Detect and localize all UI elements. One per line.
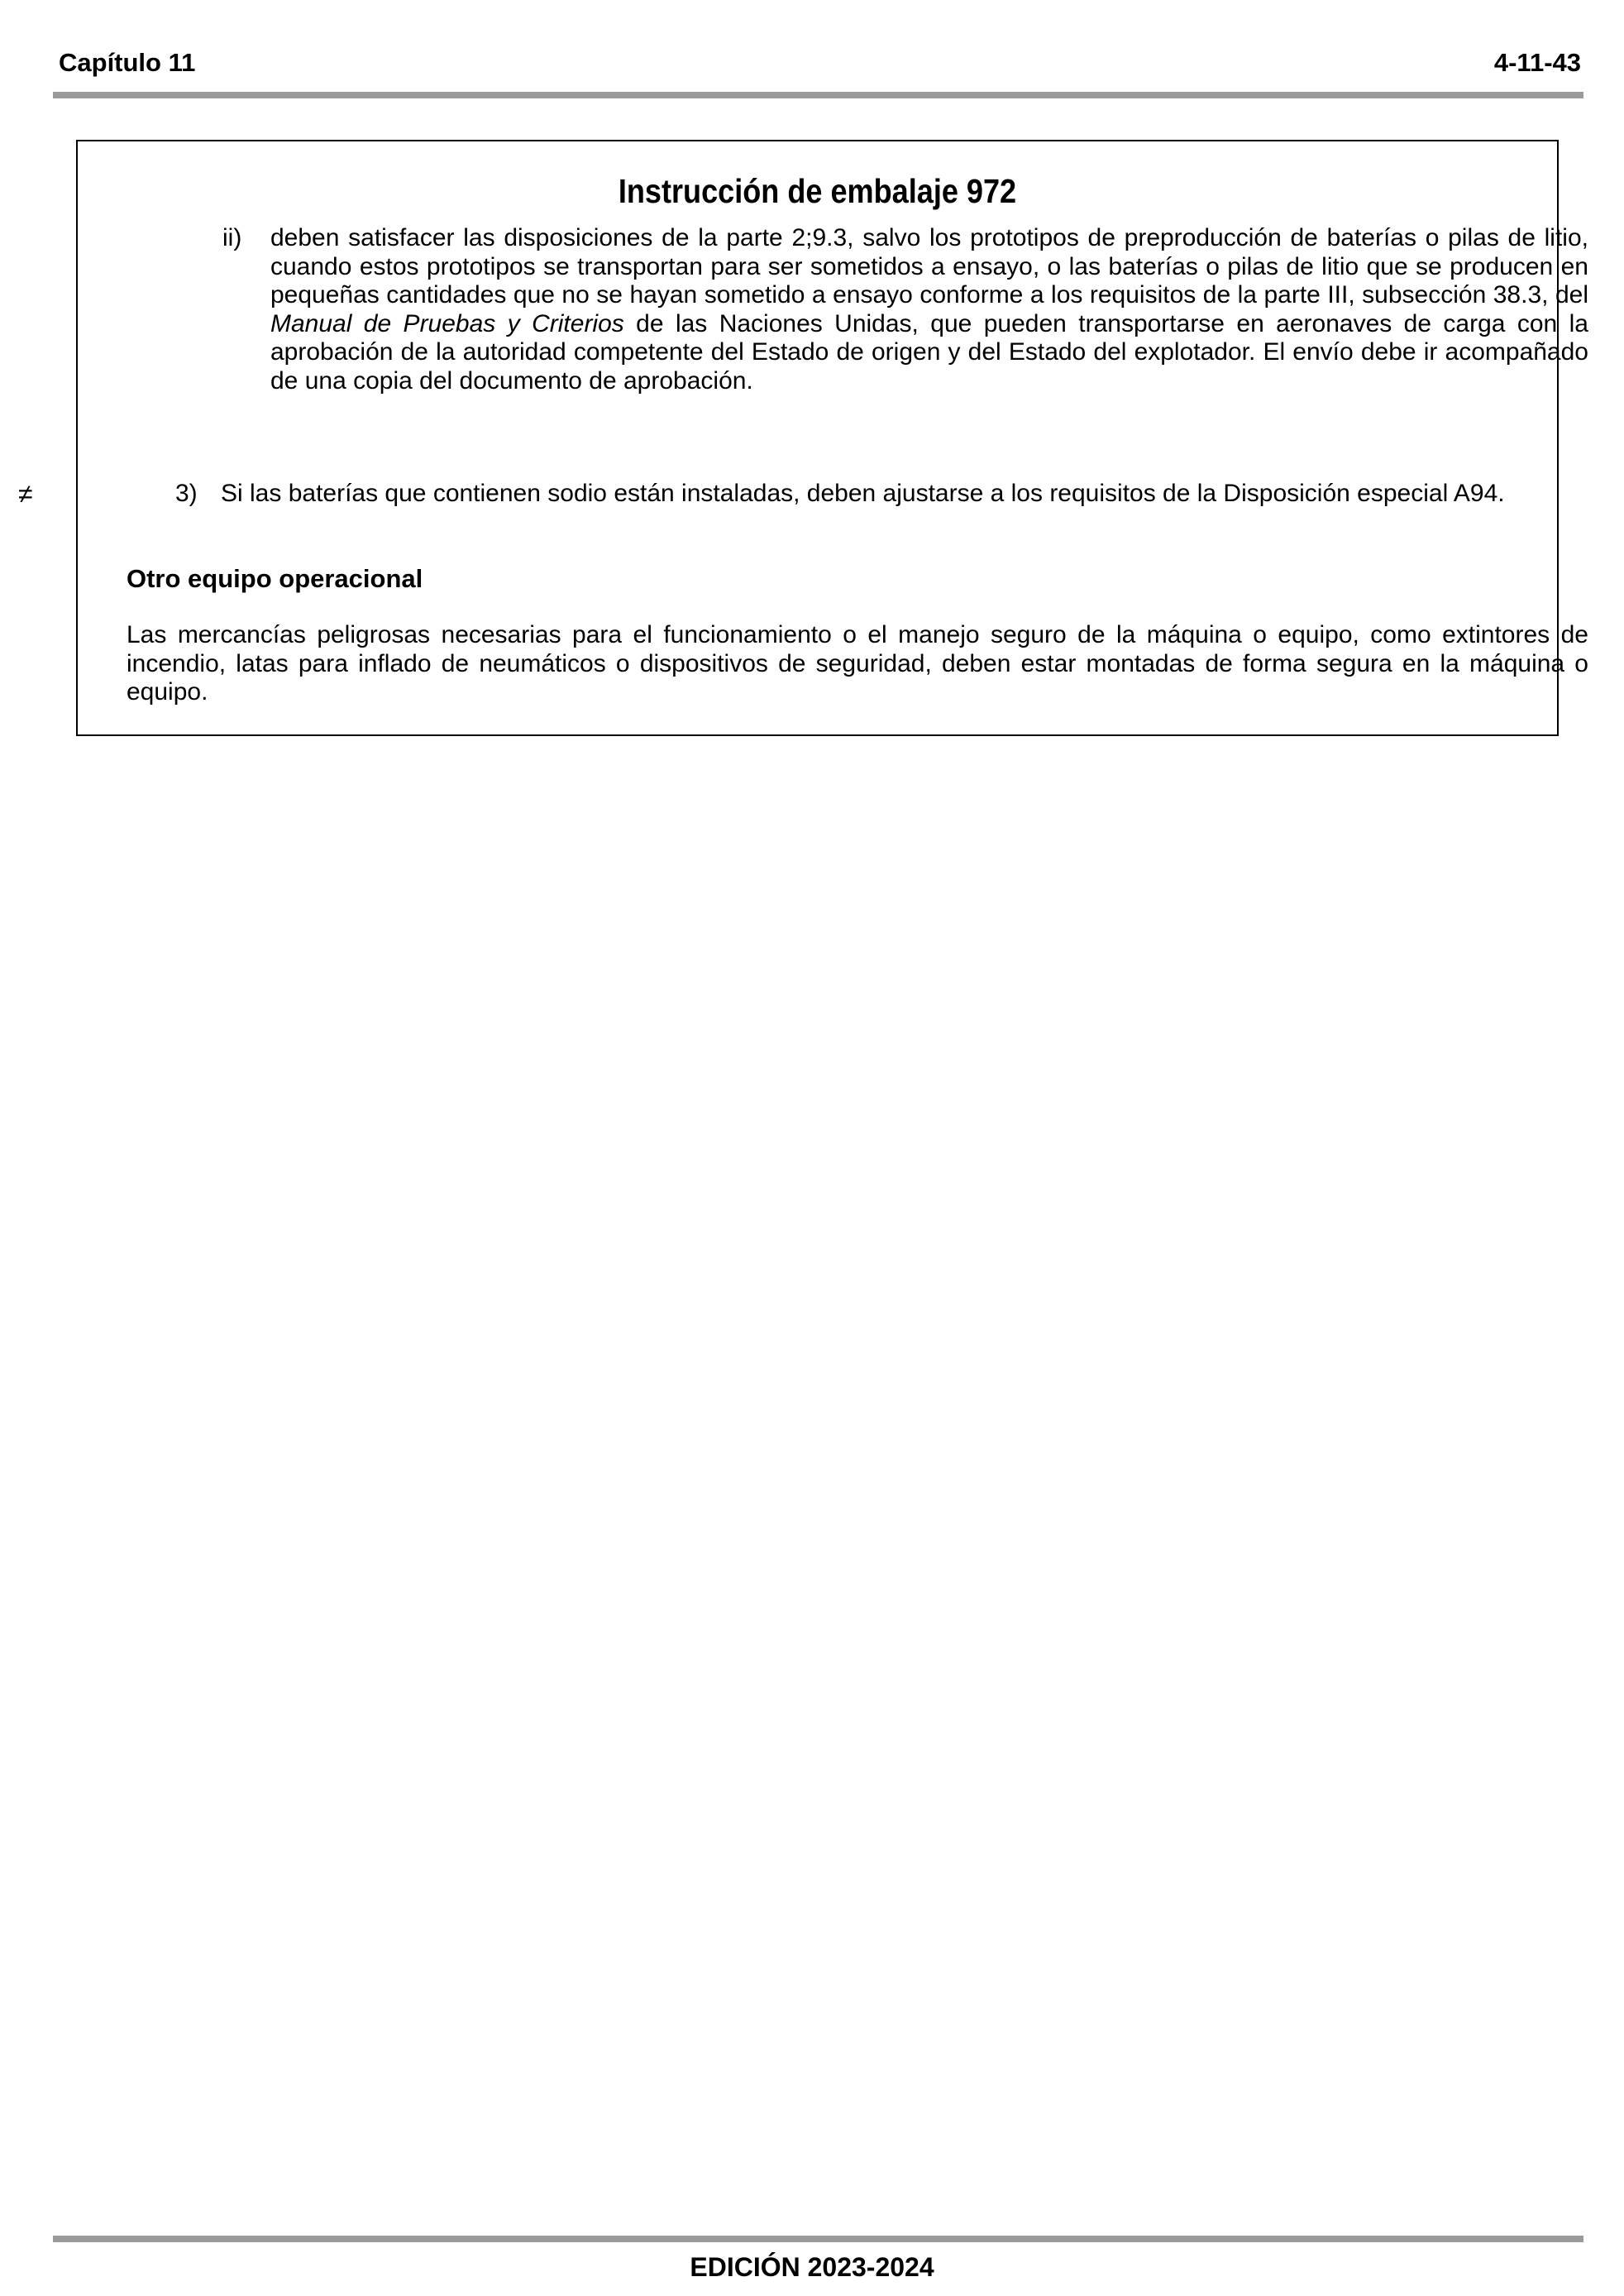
box-title: Instrucción de embalaje 972: [618, 172, 1017, 210]
item-3-label: 3): [175, 480, 198, 507]
chapter-label: Capítulo 11: [59, 48, 196, 77]
packing-instruction-box: [76, 140, 1588, 736]
section-subheading: Otro equipo operacional: [127, 564, 423, 593]
section-body: Las mercancías peligrosas necesarias para el funcionamiento o el manejo seguro de la máquina o equipo, como extintores de incendio, latas para inflado de neumáticos o dispositivos de seguridad, deben estar montadas de forma segura en la máquina o equipo.: [127, 621, 1588, 706]
item-3-text: Si las baterías que contienen sodio están instaladas, deben ajustarse a los requisitos de la Disposición especial A94.: [221, 480, 1505, 507]
item-ii-text-before: deben satisfacer las disposiciones de la parte 2;9.3, salvo los prototipos de preproducción de baterías o pilas de litio, cuando estos prototipos se transportan para ser sometidos a ensayo, o las baterías o pilas de litio que se producen en pequeñas cantidades que no se hayan sometido a ensayo conforme a los requisitos de la parte III, subsección 38.3, del: [270, 224, 1588, 309]
edition-footer: EDICIÓN 2023-2024: [690, 2252, 934, 2282]
header-rule: [53, 92, 1583, 98]
change-mark: ≠: [18, 479, 33, 509]
footer-rule: [53, 2236, 1583, 2242]
page-number: 4-11-43: [1493, 48, 1581, 77]
item-ii-label: ii): [222, 224, 242, 251]
manual-title: Manual de Pruebas y Criterios: [270, 309, 624, 337]
item-ii-text-after: de las Naciones Unidas, que pueden transportarse en aeronaves de carga con la aprobación de la autoridad competente del Estado de origen y del Estado del explotador. El envío debe ir acompañado de una copia del documento de aprobación.: [270, 309, 1588, 395]
item-ii-text: [270, 224, 1588, 395]
